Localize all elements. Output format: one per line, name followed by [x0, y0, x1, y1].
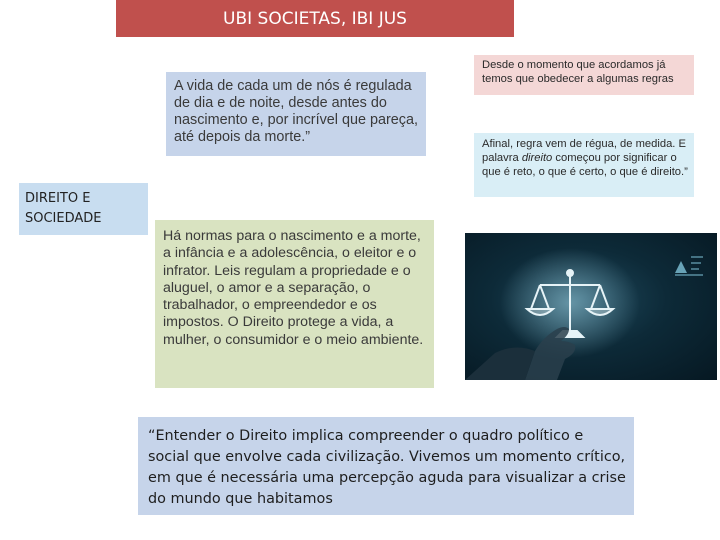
etymology-text-end: começou por significar o que é reto, o que é certo, o que é direito.”	[482, 152, 688, 178]
section-label-line-1: DIREITO E	[25, 191, 91, 206]
etymology-text-start: Afinal, regra vem de régua, de medida. E palavra	[482, 138, 686, 164]
logo-mark	[671, 249, 705, 279]
section-label-line-2: SOCIEDADE	[25, 211, 102, 226]
understanding-law-quote: “Entender o Direito implica compreender o quadro político e social que envolve cada civilização. Vivemos um momento crítico, em que é necessária uma percepção aguda para visualizar a crise do mundo que habitamos	[138, 417, 634, 515]
norms-text-box: Há normas para o nascimento e a morte, a infância e a adolescência, o eleitor e o infrator. Leis regulam a propriedade e o aluguel, o amor e a separação, o trabalhador, o empreendedor e os impostos. O Direito protege a vida, a mulher, o consumidor e o meio ambiente.	[155, 220, 434, 388]
life-regulation-quote: A vida de cada um de nós é regulada de dia e de noite, desde antes do nascimento e, por incrível que pareça, até depois da morte.”	[166, 72, 426, 156]
justice-scales-illustration	[465, 233, 717, 380]
etymology-note	[474, 133, 694, 197]
rules-note: Desde o momento que acordamos já temos que obedecer a algumas regras	[474, 55, 694, 95]
justice-scales-photo	[465, 233, 717, 380]
etymology-emphasis: direito	[521, 152, 553, 164]
section-label	[19, 183, 148, 235]
slide-title: UBI SOCIETAS, IBI JUS	[116, 0, 514, 37]
